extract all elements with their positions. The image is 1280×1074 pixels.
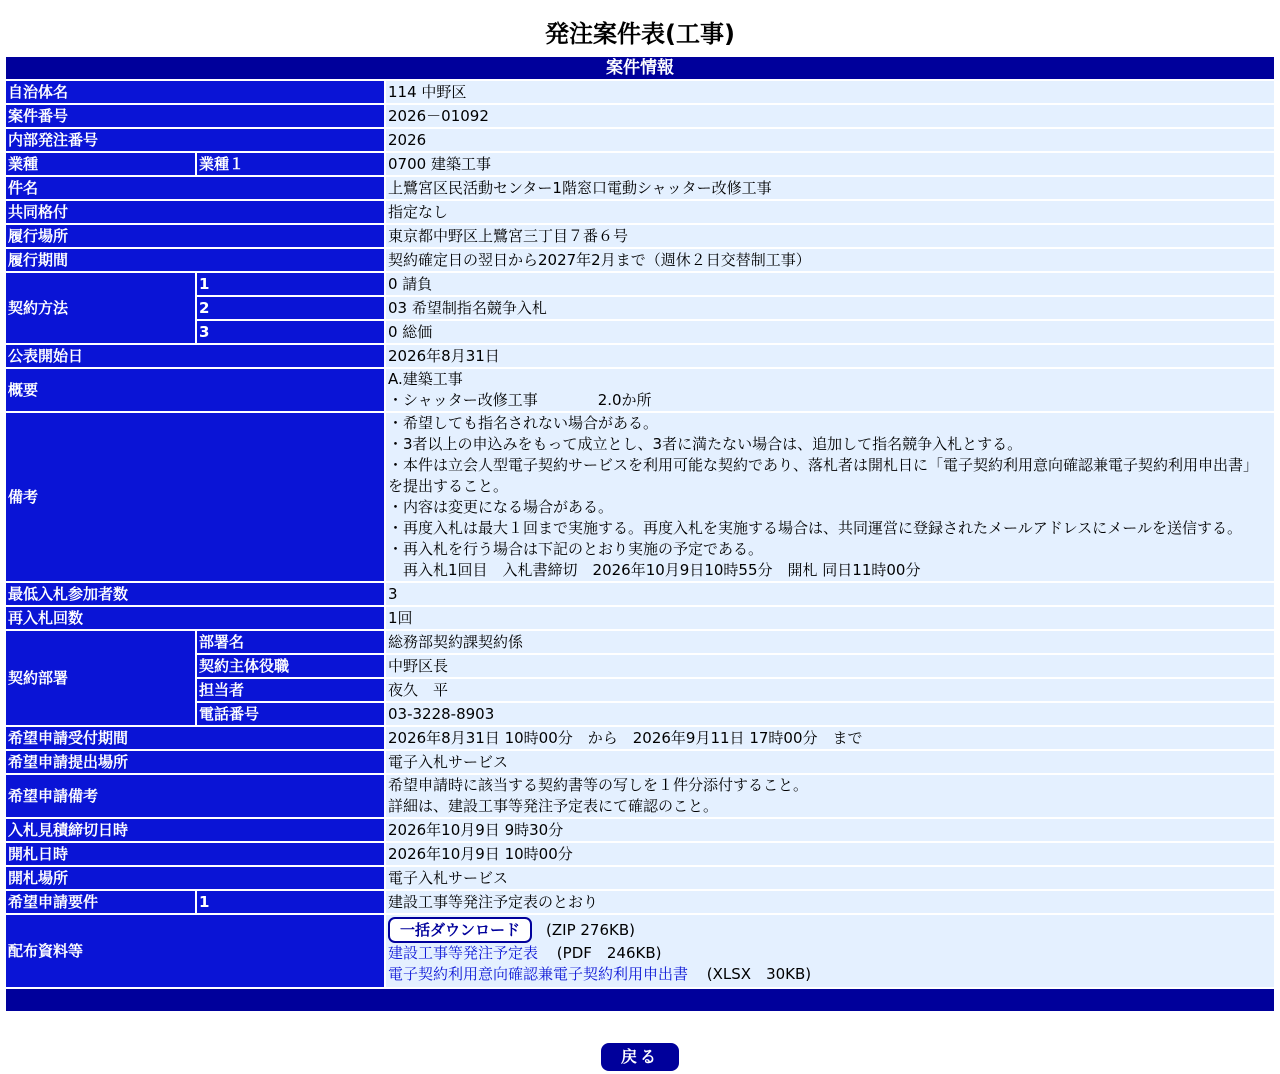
row-label: 希望申請要件 <box>6 891 197 913</box>
remark-line: 再入札1回目 入札書締切 2026年10月9日10時55分 開札 同日11時00分 <box>388 561 921 579</box>
row-label: 開札日時 <box>6 843 386 865</box>
table-row <box>6 727 1274 749</box>
row-value: 2026 <box>386 129 1274 151</box>
table-row <box>6 369 1274 411</box>
row-value: 契約確定日の翌日から2027年2月まで（週休２日交替制工事） <box>386 249 1274 271</box>
row-label: 開札場所 <box>6 867 386 889</box>
table-row <box>6 607 1274 629</box>
row-value <box>386 369 1274 411</box>
row-sublabel: 電話番号 <box>197 703 386 725</box>
row-label: 契約方法 <box>6 273 197 343</box>
row-label: 備考 <box>6 413 386 581</box>
row-label: 希望申請提出場所 <box>6 751 386 773</box>
remark-line: ・再度入札は最大１回まで実施する。再度入札を実施する場合は、共同運営に登録されたメールアドレスにメールを送信する。 <box>388 519 1242 537</box>
row-label: 履行期間 <box>6 249 386 271</box>
table-row <box>6 249 1274 271</box>
remark-line: ・内容は変更になる場合がある。 <box>388 498 614 516</box>
table-row <box>6 583 1274 605</box>
file-link-econtract[interactable]: 電子契約利用意向確認兼電子契約利用申出書 <box>388 965 689 983</box>
row-value: 上鷺宮区民活動センター1階窓口電動シャッター改修工事 <box>386 177 1274 199</box>
table-row <box>6 867 1274 889</box>
table-row <box>6 345 1274 367</box>
row-value: 0 総価 <box>386 321 1274 343</box>
row-label: 案件番号 <box>6 105 386 127</box>
row-value: 0 請負 <box>386 273 1274 295</box>
table-row <box>6 631 1274 653</box>
row-value <box>386 915 1274 987</box>
section-header-row <box>6 57 1274 79</box>
footer-bar <box>6 989 1274 1011</box>
file-line <box>388 964 1272 985</box>
row-label: 件名 <box>6 177 386 199</box>
row-label: 概要 <box>6 369 386 411</box>
row-label: 自治体名 <box>6 81 386 103</box>
row-sublabel: 担当者 <box>197 679 386 701</box>
row-sublabel: 部署名 <box>197 631 386 653</box>
download-size: (ZIP 276KB) <box>546 921 635 939</box>
page-title: 発注案件表(工事) <box>545 20 735 48</box>
remark-line: ・再入札を行う場合は下記のとおり実施の予定である。 <box>388 540 764 558</box>
remark-line: ・本件は立会人型電子契約サービスを利用可能な契約であり、落札者は開札日に「電子契約利用意向確認兼電子契約利用申出書」を提出すること。 <box>388 456 1259 495</box>
apply-remark-line: 希望申請時に該当する契約書等の写しを１件分添付すること。 <box>388 776 809 794</box>
remark-line: ・3者以上の申込みをもって成立とし、3者に満たない場合は、追加して指名競争入札とする。 <box>388 435 1023 453</box>
table-row <box>6 81 1274 103</box>
row-label: 再入札回数 <box>6 607 386 629</box>
row-label: 最低入札参加者数 <box>6 583 386 605</box>
table-row <box>6 655 1274 677</box>
row-label: 共同格付 <box>6 201 386 223</box>
overview-line: A.建築工事 <box>388 370 463 388</box>
row-sublabel: 業種１ <box>197 153 386 175</box>
table-row <box>6 129 1274 151</box>
table-row <box>6 775 1274 817</box>
row-label: 公表開始日 <box>6 345 386 367</box>
row-value: 2026年8月31日 <box>386 345 1274 367</box>
row-value: 指定なし <box>386 201 1274 223</box>
table-row <box>6 751 1274 773</box>
row-label: 業種 <box>6 153 197 175</box>
section-header: 案件情報 <box>6 57 1274 79</box>
row-label: 履行場所 <box>6 225 386 247</box>
row-sublabel: 3 <box>197 321 386 343</box>
table-row <box>6 153 1274 175</box>
table-row <box>6 819 1274 841</box>
table-row <box>6 915 1274 987</box>
row-sublabel: 1 <box>197 891 386 913</box>
file-meta: (PDF 246KB) <box>556 944 662 962</box>
footer-bar-row <box>6 989 1274 1011</box>
table-row <box>6 413 1274 581</box>
apply-remark-line: 詳細は、建設工事等発注予定表にて確認のこと。 <box>388 797 719 815</box>
table-row <box>6 321 1274 343</box>
row-sublabel: 契約主体役職 <box>197 655 386 677</box>
row-value: 建設工事等発注予定表のとおり <box>386 891 1274 913</box>
table-row <box>6 297 1274 319</box>
case-info-table <box>6 55 1274 1013</box>
row-value: 2026年10月9日 9時30分 <box>386 819 1274 841</box>
row-value: 0700 建築工事 <box>386 153 1274 175</box>
row-label: 内部発注番号 <box>6 129 386 151</box>
back-button[interactable]: 戻る <box>601 1043 679 1071</box>
row-value: 東京都中野区上鷺宮三丁目７番６号 <box>386 225 1274 247</box>
row-value: 03 希望制指名競争入札 <box>386 297 1274 319</box>
row-value: 2026年8月31日 10時00分 から 2026年9月11日 17時00分 まで <box>386 727 1274 749</box>
file-link-schedule[interactable]: 建設工事等発注予定表 <box>388 944 539 962</box>
row-value: 電子入札サービス <box>386 751 1274 773</box>
row-value: 2026年10月9日 10時00分 <box>386 843 1274 865</box>
row-value: 総務部契約課契約係 <box>386 631 1274 653</box>
table-row <box>6 703 1274 725</box>
table-row <box>6 105 1274 127</box>
table-row <box>6 891 1274 913</box>
table-row <box>6 225 1274 247</box>
row-value: 2026－01092 <box>386 105 1274 127</box>
row-value <box>386 775 1274 817</box>
row-label: 入札見積締切日時 <box>6 819 386 841</box>
row-sublabel: 2 <box>197 297 386 319</box>
row-value <box>386 413 1274 581</box>
row-value: 03-3228-8903 <box>386 703 1274 725</box>
row-value: 中野区長 <box>386 655 1274 677</box>
remark-line: ・希望しても指名されない場合がある。 <box>388 414 659 432</box>
file-line <box>388 943 1272 964</box>
overview-line: ・シャッター改修工事 2.0か所 <box>388 391 652 409</box>
row-value: 1回 <box>386 607 1274 629</box>
row-sublabel: 1 <box>197 273 386 295</box>
row-value: 夜久 平 <box>386 679 1274 701</box>
table-row <box>6 273 1274 295</box>
row-label: 配布資料等 <box>6 915 386 987</box>
table-row <box>6 679 1274 701</box>
download-line <box>388 917 1272 943</box>
file-meta: (XLSX 30KB) <box>706 965 812 983</box>
row-label: 希望申請備考 <box>6 775 386 817</box>
row-label: 契約部署 <box>6 631 197 725</box>
row-value: 114 中野区 <box>386 81 1274 103</box>
row-value: 3 <box>386 583 1274 605</box>
table-row <box>6 177 1274 199</box>
table-row <box>6 201 1274 223</box>
table-row <box>6 843 1274 865</box>
row-label: 希望申請受付期間 <box>6 727 386 749</box>
row-value: 電子入札サービス <box>386 867 1274 889</box>
bulk-download-button[interactable]: 一括ダウンロード <box>388 917 532 943</box>
